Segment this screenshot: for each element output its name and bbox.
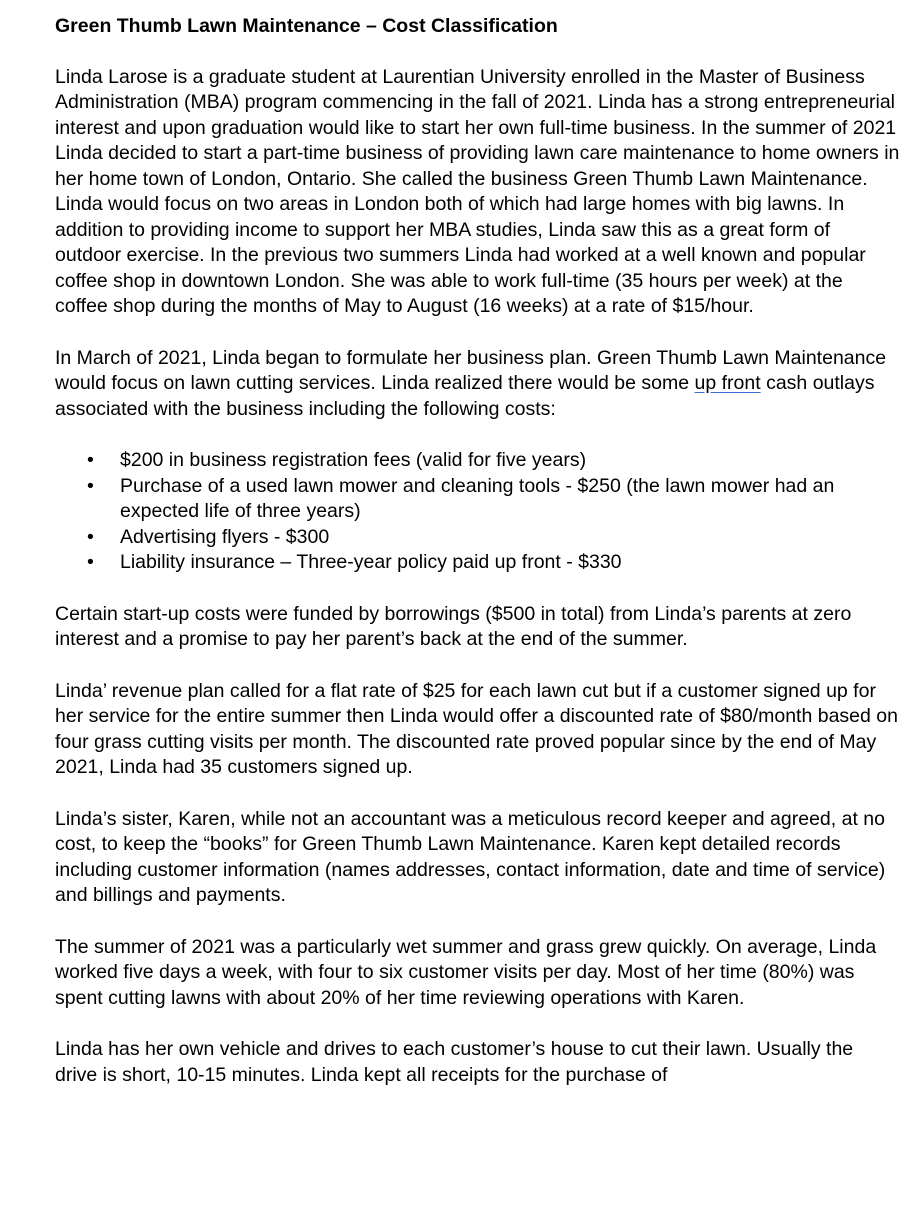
paragraph-business-plan xyxy=(55,346,900,423)
cost-list-item xyxy=(55,474,900,525)
cost-list-item-text: Purchase of a used lawn mower and cleaning tools - $250 (the lawn mower had an expected life of three years) xyxy=(120,474,835,522)
paragraph-business-plan-text-end: cash outlays associated with the business including the following costs: xyxy=(55,372,875,420)
bullet-icon: • xyxy=(87,525,94,548)
cost-list-item-text: Advertising flyers - $300 xyxy=(120,525,330,548)
paragraph-vehicle: Linda has her own vehicle and drives to each customer’s house to cut their lawn. Usually the drive is short, 10-15 minutes. Linda kept all receipts for the purchase of xyxy=(55,1038,854,1086)
bullet-icon: • xyxy=(87,474,94,497)
cost-list-item xyxy=(55,550,900,576)
paragraph-borrowings: Certain start-up costs were funded by borrowings ($500 in total) from Linda’s parents at zero interest and a promise to pay her parent’s back at the end of the summer. xyxy=(55,602,852,650)
bullet-icon: • xyxy=(87,551,94,573)
paragraph-business-plan-text-start: In March of 2021, Linda began to formulate her business plan. Green Thumb Lawn Maintenance would focus on lawn cutting services. Linda realized there would be some xyxy=(55,346,887,394)
paragraph-operations: The summer of 2021 was a particularly wet summer and grass grew quickly. On average, Linda worked five days a week, with four to six customer visits per day. Most of her time (80%) was spent cutting lawns with about 20% of her time reviewing operations with Karen. xyxy=(55,935,877,1009)
paragraph-bookkeeping: Linda’s sister, Karen, while not an accountant was a meticulous record keeper and agreed, at no cost, to keep the “books” for Green Thumb Lawn Maintenance. Karen kept detailed records including customer information (names addresses, contact information, date and time of service) and billings and payments. xyxy=(55,807,886,906)
cost-list-item xyxy=(55,448,900,474)
cost-list xyxy=(55,448,900,576)
paragraph-revenue-plan: Linda’ revenue plan called for a flat rate of $25 for each lawn cut but if a customer signed up for her service for the entire summer then Linda would offer a discounted rate of $80/month based on four grass cutting visits per month. The discounted rate proved popular since by the end of May 2021, Linda had 35 customers signed up. xyxy=(55,679,898,778)
document-title: Green Thumb Lawn Maintenance – Cost Classification xyxy=(55,15,558,37)
cost-list-item-text: $200 in business registration fees (valid for five years) xyxy=(120,449,587,471)
bullet-icon: • xyxy=(87,449,94,471)
spellcheck-marked-text: up front xyxy=(694,372,761,394)
document-page xyxy=(55,14,900,1114)
cost-list-item-text: Liability insurance – Three-year policy paid up front - $330 xyxy=(120,551,622,573)
cost-list-item xyxy=(55,525,900,551)
paragraph-intro: Linda Larose is a graduate student at Laurentian University enrolled in the Master of Business Administration (MBA) program commencing in the fall of 2021. Linda has a strong entrepreneurial interest and upon graduation would like to start her own full-time business. In the summer of 2021 Linda decided to start a part-time business of providing lawn care maintenance to home owners in her home town of London, Ontario. She called the business Green Thumb Lawn Maintenance. Linda would focus on two areas in London both of which had large homes with big lawns. In addition to providing income to support her MBA studies, Linda saw this as a great form of outdoor exercise. In the previous two summers Linda had worked at a well known and popular coffee shop in downtown London. She was able to work full-time (35 hours per week) at the coffee shop during the months of May to August (16 weeks) at a rate of $15/hour. xyxy=(55,65,900,317)
